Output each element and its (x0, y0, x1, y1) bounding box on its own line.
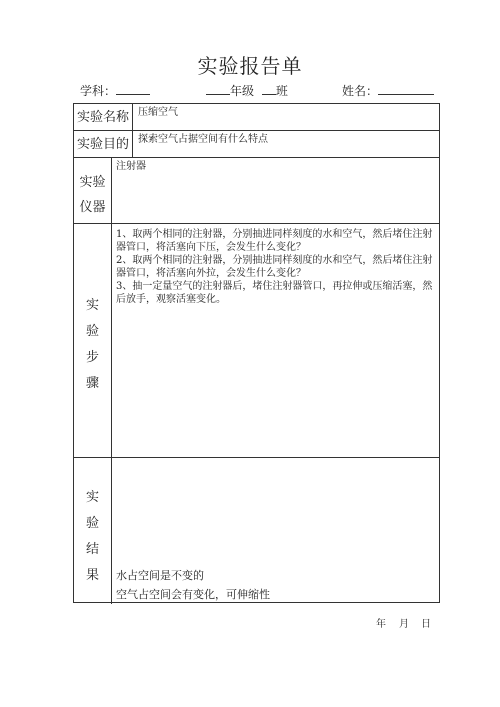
step-line: 1、取两个相同的注射器，分别抽进同样刻度的水和空气，然后堵住注射 (116, 229, 433, 240)
result-line: 水占空间是不变的 (116, 569, 204, 582)
subject-field (80, 82, 150, 99)
result-label-char-1: 实 (85, 490, 99, 505)
class-label: 班 (275, 84, 288, 98)
result-label-char-4: 果 (85, 568, 99, 583)
result-content (116, 568, 435, 604)
steps-label-char-1: 实 (85, 298, 99, 313)
step-line: 2、取两个相同的注射器，分别抽进同样刻度的水和空气，然后堵住注射 (116, 255, 433, 266)
instruments-label (74, 158, 112, 223)
page-title: 实验报告单 (197, 54, 303, 78)
subject-label: 学科： (80, 84, 117, 98)
row-result (74, 458, 439, 604)
steps-label-char-4: 骤 (85, 376, 99, 391)
date-year: 年 (376, 619, 386, 630)
name-field (342, 82, 434, 99)
steps-content (116, 228, 435, 457)
experiment-name-value: 压缩空气 (138, 107, 178, 118)
name-blank[interactable] (378, 82, 434, 95)
result-label-char-2: 验 (85, 516, 99, 531)
result-label-char-3: 结 (85, 542, 99, 557)
steps-label (74, 224, 112, 457)
grade-blank[interactable] (206, 82, 230, 95)
step-line: 器管口，将活塞向下压，会发生什么变化？ (116, 242, 306, 253)
steps-label-char-3: 步 (85, 350, 99, 365)
instruments-value: 注射器 (116, 161, 146, 172)
experiment-purpose-label: 实验目的 (74, 131, 133, 157)
result-label (74, 458, 112, 604)
experiment-name-label: 实验名称 (74, 104, 133, 130)
subject-blank[interactable] (116, 82, 150, 95)
instruments-label-line-1: 实验 (79, 175, 106, 190)
class-blank[interactable] (262, 82, 276, 95)
date-day: 日 (421, 619, 431, 630)
row-experiment-name (74, 104, 439, 131)
step-line: 3、抽一定量空气的注射器后，堵住注射器管口，再拉伸或压缩活塞，然 (116, 281, 433, 292)
report-table (73, 103, 440, 603)
name-label: 姓名： (342, 84, 379, 98)
grade-field (206, 82, 288, 99)
step-line: 后放手，观察活塞变化。 (116, 294, 226, 305)
row-instruments (74, 158, 439, 224)
grade-label: 年级 (230, 84, 255, 98)
instruments-label-line-2: 仪器 (79, 200, 106, 215)
result-line: 空气占空间会有变化，可伸缩性 (116, 588, 270, 601)
row-experiment-purpose (74, 131, 439, 158)
steps-label-char-2: 验 (85, 324, 99, 339)
header-info (80, 82, 440, 98)
experiment-purpose-value: 探索空气占据空间有什么特点 (138, 134, 268, 145)
row-steps (74, 224, 439, 458)
step-line: 器管口，将活塞向外拉，会发生什么变化？ (116, 268, 306, 279)
date-month: 月 (399, 619, 409, 630)
